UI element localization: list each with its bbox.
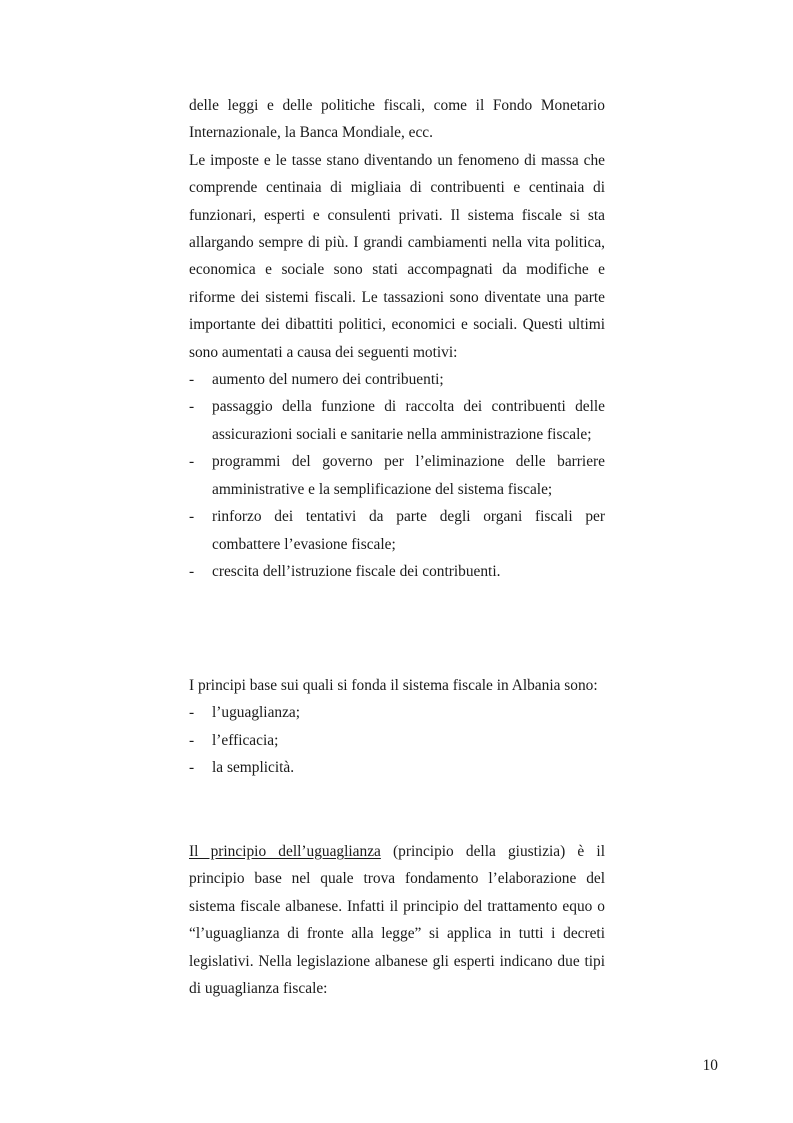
- uguaglianza-text: (principio della giustizia) è il principio base nel quale trova fondamento l’elaborazione del sistema fiscale albanese. Infatti il principio del trattamento equo o “l’uguaglianza di fronte alla legge” si applica in tutti i decreti legislativi. Nella legislazione albanese gli esperti indicano due tipi di uguaglianza fiscale:: [189, 843, 605, 998]
- list-item: [189, 503, 605, 558]
- motivi-list: [189, 366, 605, 585]
- list-dash: -: [189, 371, 195, 389]
- list-item: [189, 754, 605, 781]
- list-item-text: l’efficacia;: [212, 731, 279, 749]
- paragraph-principi-intro: I principi base sui quali si fonda il sistema fiscale in Albania sono:: [189, 677, 598, 694]
- list-item-text: programmi del governo per l’eliminazione delle barriere amministrative e la semplificazione del sistema fiscale;: [212, 453, 605, 498]
- list-item: [189, 727, 605, 754]
- list-item-text: l’uguaglianza;: [212, 704, 301, 722]
- list-dash: -: [189, 562, 195, 580]
- list-item-text: la semplicità.: [212, 759, 295, 777]
- list-item-text: rinforzo dei tentativi da parte degli organi fiscali per combattere l’evasione fiscale;: [212, 508, 605, 553]
- list-item: [189, 699, 605, 726]
- list-dash: -: [189, 704, 195, 722]
- body-text-principi: [189, 672, 605, 782]
- list-dash: -: [189, 398, 195, 416]
- uguaglianza-heading: Il principio dell’uguaglianza: [189, 843, 381, 860]
- paragraph-intro: delle leggi e delle politiche fiscali, come il Fondo Monetario Internazionale, la Banca Mondiale, ecc.: [189, 97, 605, 142]
- list-dash: -: [189, 731, 195, 749]
- page-number: 10: [702, 1057, 718, 1074]
- list-item: [189, 448, 605, 503]
- list-item: [189, 558, 605, 585]
- list-item-text: crescita dell’istruzione fiscale dei contribuenti.: [212, 562, 501, 580]
- list-dash: -: [189, 508, 195, 526]
- list-item: [189, 393, 605, 448]
- list-item: [189, 366, 605, 393]
- principi-list: [189, 699, 605, 781]
- list-dash: -: [189, 453, 195, 471]
- list-item-text: passaggio della funzione di raccolta dei contribuenti delle assicurazioni sociali e sanitarie nella amministrazione fiscale;: [212, 398, 605, 443]
- list-item-text: aumento del numero dei contribuenti;: [212, 371, 444, 389]
- body-text-uguaglianza: [189, 838, 605, 1002]
- list-dash: -: [189, 759, 195, 777]
- paragraph-imposte: Le imposte e le tasse stano diventando un fenomeno di massa che comprende centinaia di migliaia di contribuenti e centinaia di funzionari, esperti e consulenti privati. Il sistema fiscale si sta allargando sempre di più. I grandi cambiamenti nella vita politica, economica e sociale sono stati accompagnati da modifiche e riforme dei sistemi fiscali. Le tassazioni sono diventate una parte importante dei dibattiti politici, economici e sociali. Questi ultimi sono aumentati a causa dei seguenti motivi:: [189, 151, 605, 361]
- body-text-top: [189, 92, 605, 585]
- paragraph-uguaglianza: [189, 838, 605, 1002]
